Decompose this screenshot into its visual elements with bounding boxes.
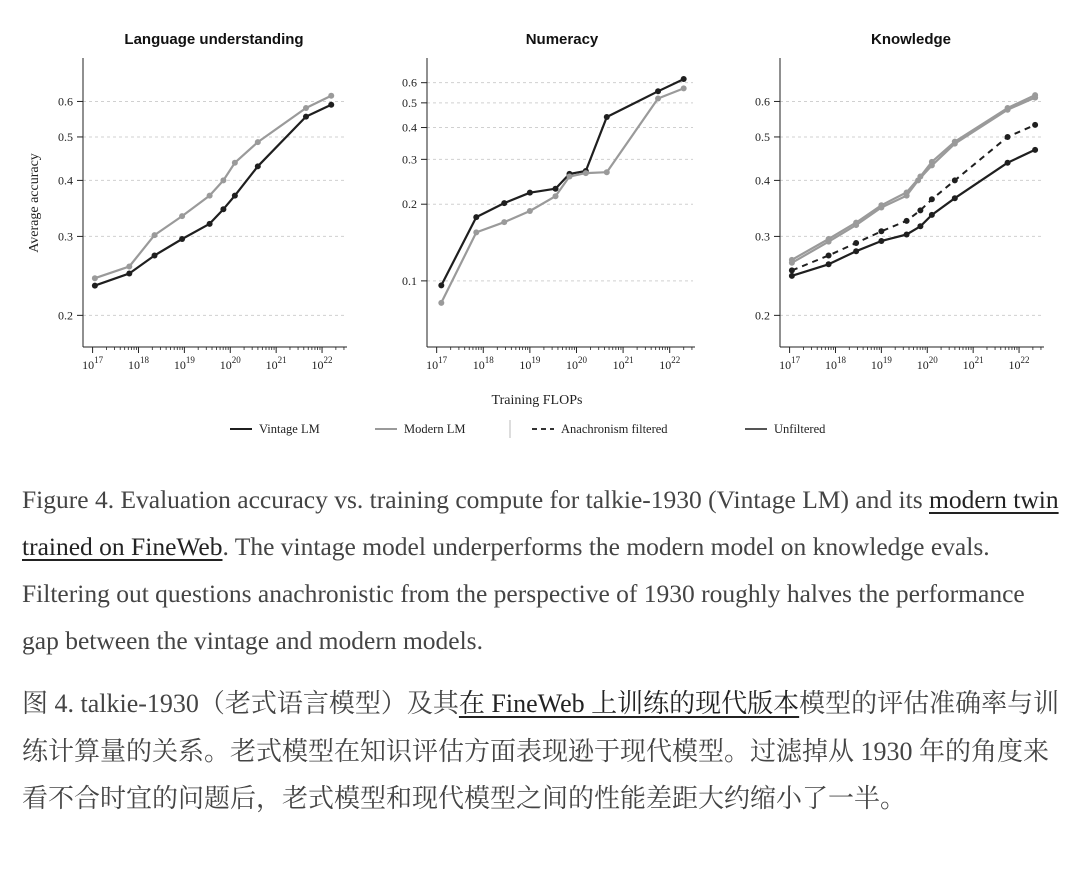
y-tick-label: 0.6	[402, 75, 417, 90]
data-point	[152, 252, 158, 258]
data-point	[438, 282, 444, 288]
caption-en-part2: . The vintage model underperforms the modern model on knowledge evals. Filtering out questions anachronistic from the perspective of 1930 roughly halves the performance gap between the vintage and modern models.	[22, 532, 1025, 655]
x-tick-label: $10^{19}$	[519, 355, 541, 372]
data-point	[878, 238, 884, 244]
data-point	[1005, 134, 1011, 140]
y-tick-label: 0.6	[755, 94, 770, 109]
series-line	[441, 79, 683, 285]
caption-zh-link[interactable]: 在 FineWeb 上训练的现代版本	[458, 689, 800, 718]
data-point	[826, 252, 832, 258]
data-point	[681, 76, 687, 82]
data-point	[179, 236, 185, 242]
x-tick-label: $10^{18}$	[824, 355, 846, 372]
y-tick-label: 0.5	[58, 129, 73, 144]
data-point	[904, 218, 910, 224]
data-point	[655, 96, 661, 102]
data-point	[566, 173, 572, 179]
x-tick-label: $10^{18}$	[127, 355, 149, 372]
y-axis-label: Average accuracy	[27, 153, 42, 253]
caption-chinese	[22, 680, 1062, 823]
caption-zh-part1: 图 4. talkie-1930（老式语言模型）及其	[22, 689, 459, 718]
x-tick-label: $10^{21}$	[265, 355, 287, 372]
data-point	[789, 273, 795, 279]
data-point	[917, 207, 923, 213]
caption-english	[22, 476, 1062, 664]
y-tick-label: 0.2	[58, 308, 73, 323]
data-point	[853, 248, 859, 254]
data-point	[501, 200, 507, 206]
data-point	[328, 93, 334, 99]
data-point	[655, 88, 661, 94]
data-point	[126, 270, 132, 276]
data-point	[1005, 105, 1011, 111]
data-point	[789, 267, 795, 273]
data-point	[853, 240, 859, 246]
x-tick-label: $10^{21}$	[962, 355, 984, 372]
x-tick-label: $10^{20}$	[916, 355, 938, 372]
data-point	[207, 193, 213, 199]
panel-title: Numeracy	[525, 31, 599, 48]
data-point	[1032, 122, 1038, 128]
panel-title: Language understanding	[124, 31, 304, 48]
data-point	[527, 208, 533, 214]
legend-entry: Vintage LM	[259, 422, 320, 436]
series-line	[792, 125, 1035, 271]
data-point	[604, 169, 610, 175]
panel-knowledge	[755, 31, 1044, 372]
data-point	[917, 223, 923, 229]
panel-language-understanding	[58, 31, 347, 372]
caption-en-part1: Figure 4. Evaluation accuracy vs. training compute for talkie-1930 (Vintage LM) and its	[22, 485, 929, 514]
data-point	[303, 105, 309, 111]
data-point	[473, 214, 479, 220]
y-tick-label: 0.3	[58, 229, 73, 244]
data-point	[232, 193, 238, 199]
series-line	[792, 95, 1035, 260]
y-tick-label: 0.5	[755, 129, 770, 144]
data-point	[604, 114, 610, 120]
x-axis-label: Training FLOPs	[491, 393, 583, 408]
data-point	[220, 177, 226, 183]
data-point	[917, 174, 923, 180]
series-line	[441, 88, 683, 302]
data-point	[501, 219, 507, 225]
data-point	[904, 231, 910, 237]
y-tick-label: 0.4	[58, 173, 73, 188]
x-tick-label: $10^{19}$	[173, 355, 195, 372]
data-point	[789, 257, 795, 263]
y-tick-label: 0.3	[402, 152, 417, 167]
y-tick-label: 0.1	[402, 273, 417, 288]
x-tick-label: $10^{22}$	[311, 355, 333, 372]
x-tick-label: $10^{17}$	[426, 355, 448, 372]
data-point	[929, 159, 935, 165]
x-tick-label: $10^{22}$	[1008, 355, 1030, 372]
x-tick-label: $10^{17}$	[779, 355, 801, 372]
panel-numeracy	[402, 31, 695, 372]
data-point	[681, 85, 687, 91]
x-tick-label: $10^{21}$	[612, 355, 634, 372]
legend-entry: Unfiltered	[774, 422, 826, 436]
data-point	[1032, 92, 1038, 98]
data-point	[952, 139, 958, 145]
data-point	[929, 212, 935, 218]
data-point	[583, 170, 589, 176]
legend-entry: Anachronism filtered	[561, 422, 668, 436]
data-point	[255, 163, 261, 169]
data-point	[152, 232, 158, 238]
y-tick-label: 0.2	[755, 308, 770, 323]
data-point	[207, 221, 213, 227]
data-point	[1005, 160, 1011, 166]
legend	[230, 420, 826, 438]
caption-zh-part2: 模型的评估准确率与训练计算量的关系。老式模型在知识评估方面表现逊于现代模型。过滤掉从 1930 年的角度来看不合时宜的问题后，老式模型和现代模型之间的性能差距大约缩小了一半。	[22, 689, 1060, 813]
y-tick-label: 0.4	[402, 120, 417, 135]
data-point	[952, 195, 958, 201]
data-point	[826, 261, 832, 267]
x-tick-label: $10^{18}$	[472, 355, 494, 372]
x-tick-label: $10^{19}$	[870, 355, 892, 372]
y-tick-label: 0.4	[755, 173, 770, 188]
data-point	[826, 236, 832, 242]
y-tick-label: 0.3	[755, 229, 770, 244]
data-point	[853, 220, 859, 226]
data-point	[328, 102, 334, 108]
data-point	[878, 202, 884, 208]
x-tick-label: $10^{22}$	[659, 355, 681, 372]
data-point	[553, 193, 559, 199]
data-point	[553, 186, 559, 192]
caption-en-link[interactable]: modern twin trained on FineWeb	[22, 485, 1059, 561]
y-tick-label: 0.2	[402, 197, 417, 212]
data-point	[527, 190, 533, 196]
data-point	[1032, 147, 1038, 153]
data-point	[92, 275, 98, 281]
series-line	[95, 105, 331, 286]
y-tick-label: 0.6	[58, 94, 73, 109]
legend-entry: Modern LM	[404, 422, 466, 436]
figure	[0, 0, 1080, 445]
data-point	[179, 213, 185, 219]
data-point	[929, 196, 935, 202]
data-point	[952, 177, 958, 183]
x-tick-label: $10^{17}$	[82, 355, 104, 372]
data-point	[92, 283, 98, 289]
data-point	[303, 114, 309, 120]
data-point	[904, 189, 910, 195]
data-point	[232, 160, 238, 166]
y-tick-label: 0.5	[402, 95, 417, 110]
data-point	[473, 229, 479, 235]
data-point	[438, 300, 444, 306]
data-point	[126, 264, 132, 270]
data-point	[255, 139, 261, 145]
data-point	[878, 228, 884, 234]
series-line	[95, 96, 331, 279]
x-tick-label: $10^{20}$	[219, 355, 241, 372]
panel-title: Knowledge	[870, 31, 952, 48]
data-point	[220, 206, 226, 212]
x-tick-label: $10^{20}$	[565, 355, 587, 372]
